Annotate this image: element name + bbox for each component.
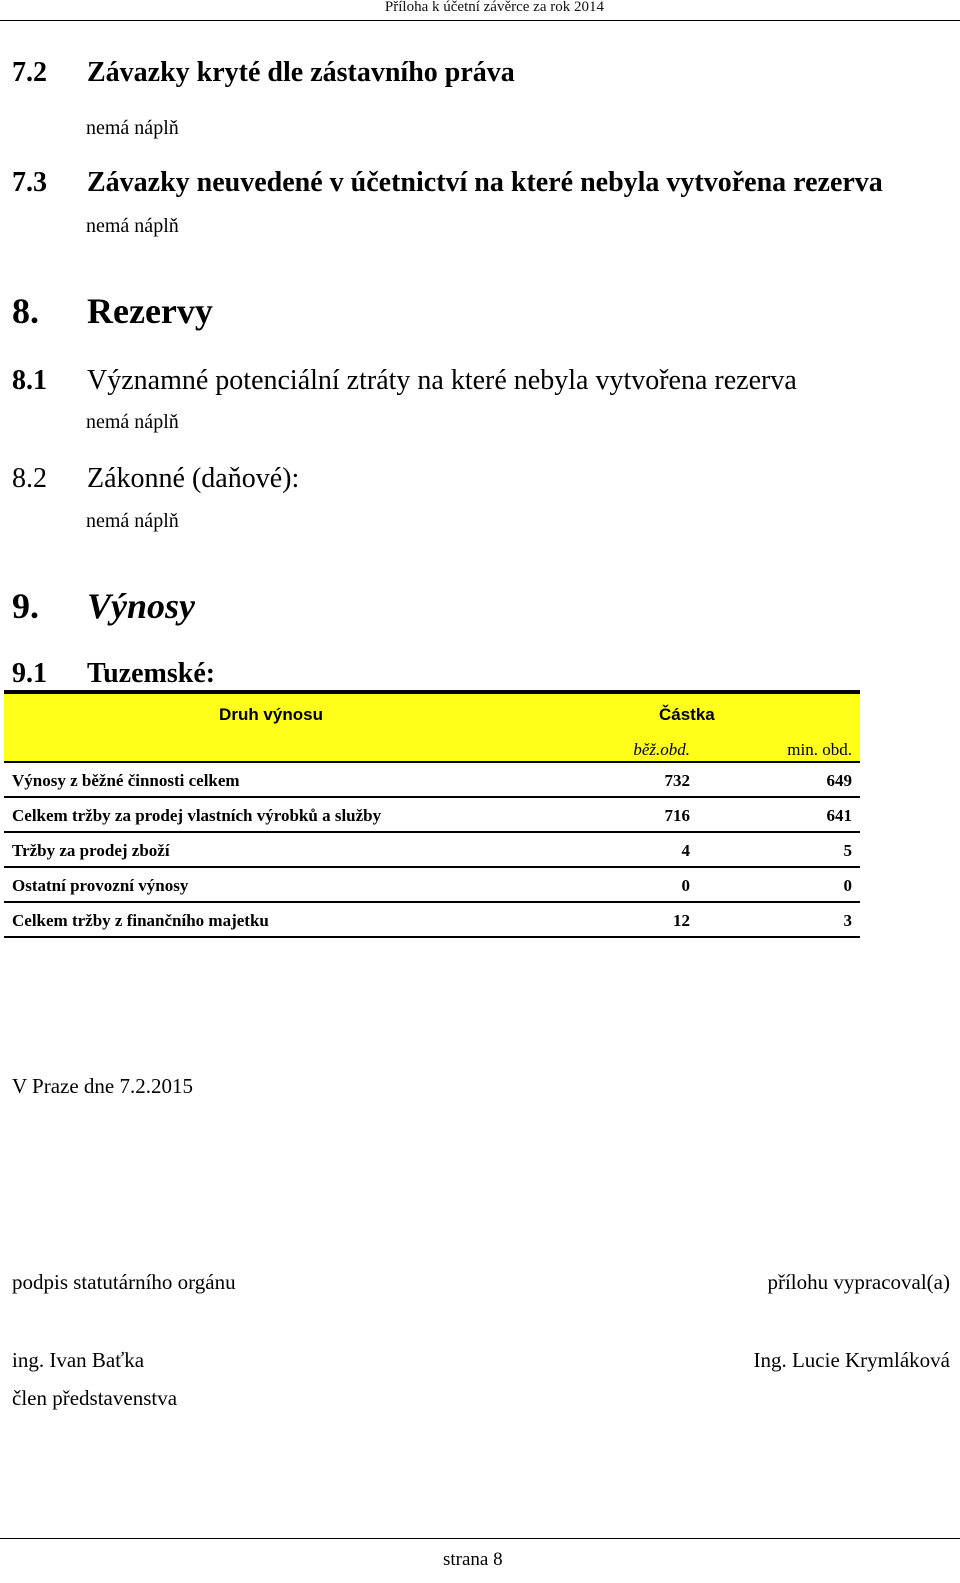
heading-number: 9.: [12, 586, 39, 626]
heading-number: 7.3: [12, 167, 47, 198]
subheader-previous-period: min. obd.: [787, 740, 852, 759]
heading-title: Zákonné (daňové):: [87, 463, 300, 494]
subheader-current-period: běž.obd.: [633, 740, 690, 759]
row-label: Celkem tržby za prodej vlastních výrobků a služby: [12, 806, 382, 825]
heading-number: 8.1: [12, 365, 47, 396]
row-label: Celkem tržby z finančního majetku: [12, 911, 269, 930]
page-number: strana 8: [443, 1549, 503, 1570]
heading-title: Rezervy: [87, 291, 213, 331]
section-body: nemá náplň: [86, 510, 179, 532]
column-header-amount: Částka: [659, 705, 715, 724]
row-current-value: 732: [664, 771, 690, 790]
row-label: Ostatní provozní výnosy: [12, 876, 189, 895]
section-body: nemá náplň: [86, 117, 179, 139]
table-row: [4, 866, 860, 901]
section-body: nemá náplň: [86, 411, 179, 433]
signatory-role-left: člen představenstva: [12, 1386, 178, 1410]
signatory-name-right: Ing. Lucie Krymláková: [753, 1348, 950, 1372]
table-row: [4, 901, 860, 938]
row-previous-value: 641: [826, 806, 852, 825]
section-body: nemá náplň: [86, 215, 179, 237]
heading-number: 9.1: [12, 658, 47, 689]
row-previous-value: 0: [843, 876, 852, 895]
table-row: [4, 761, 860, 796]
heading-number: 8.2: [12, 463, 47, 494]
signature-caption-right: přílohu vypracoval(a): [767, 1270, 950, 1294]
row-label: Tržby za prodej zboží: [12, 841, 170, 860]
heading-title: Významné potenciální ztráty na které nebyla vytvořena rezerva: [87, 365, 797, 396]
signatory-name-left: ing. Ivan Baťka: [12, 1348, 145, 1372]
page-header: [0, 0, 960, 21]
row-previous-value: 3: [843, 911, 852, 930]
header-text: Příloha k účetní závěrce za rok 2014: [384, 0, 604, 15]
column-header-type: Druh výnosu: [219, 705, 323, 724]
row-current-value: 12: [673, 911, 690, 930]
table-header: [4, 690, 860, 761]
row-label: Výnosy z běžné činnosti celkem: [12, 771, 240, 790]
heading-title: Závazky neuvedené v účetnictví na které nebyla vytvořena rezerva: [87, 167, 883, 198]
revenue-table: [4, 690, 860, 938]
row-current-value: 716: [664, 806, 690, 825]
row-current-value: 4: [681, 841, 690, 860]
page-footer: [0, 1538, 960, 1570]
table-row: [4, 831, 860, 866]
heading-title: Závazky kryté dle zástavního práva: [87, 57, 515, 88]
heading-title: Výnosy: [87, 586, 195, 626]
row-previous-value: 649: [826, 771, 852, 790]
place-and-date: V Praze dne 7.2.2015: [12, 1074, 193, 1098]
signature-caption-left: podpis statutárního orgánu: [12, 1270, 236, 1294]
table-row: [4, 796, 860, 831]
heading-number: 8.: [12, 291, 39, 331]
row-current-value: 0: [681, 876, 690, 895]
row-previous-value: 5: [843, 841, 852, 860]
heading-title: Tuzemské:: [87, 658, 216, 689]
heading-number: 7.2: [12, 57, 47, 88]
